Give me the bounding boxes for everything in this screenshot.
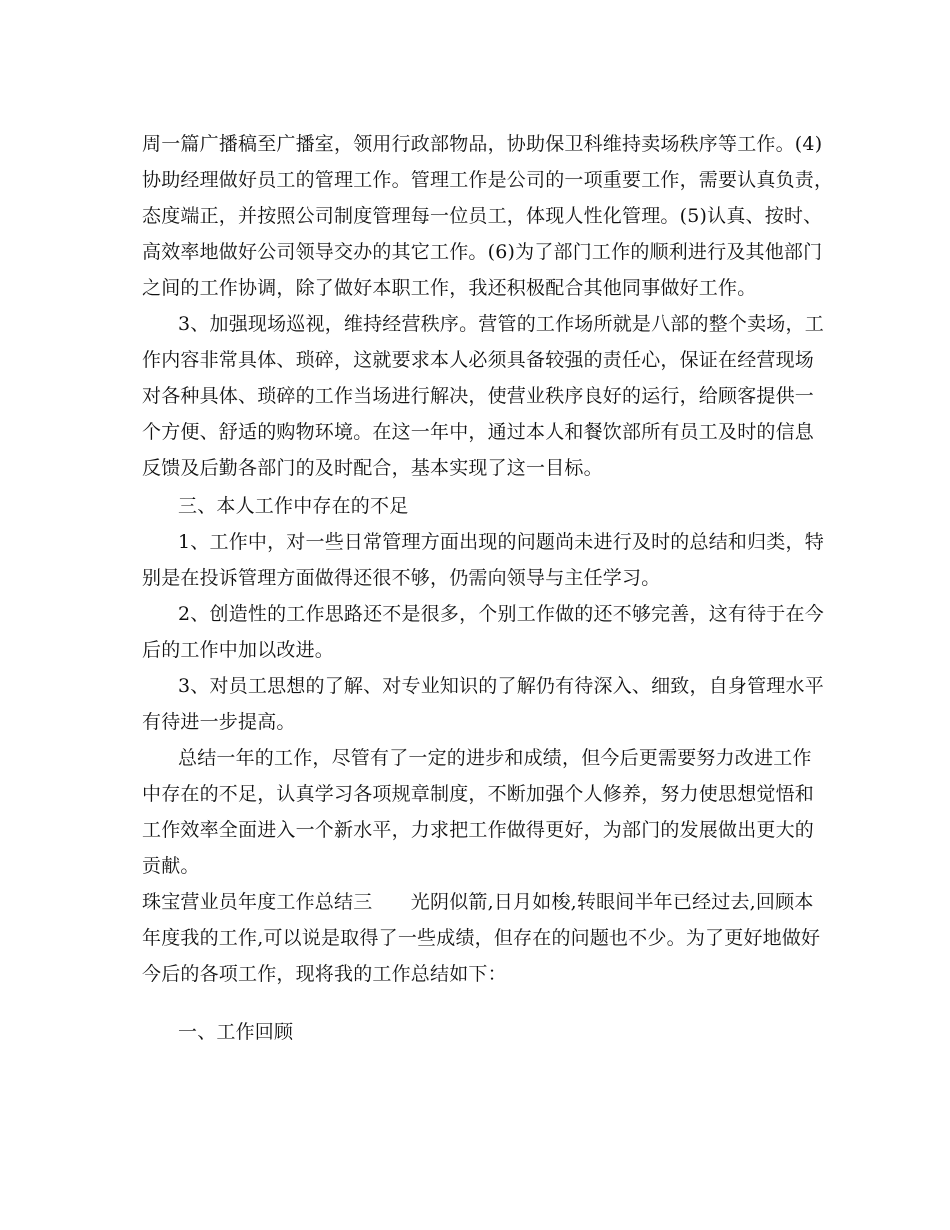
paragraph-start-line: 3、对员工思想的了解、对专业知识的了解仍有待深入、细致，自身管理水平 xyxy=(178,675,824,697)
section-heading: 一、工作回顾 xyxy=(178,1021,294,1043)
text-line: 高效率地做好公司领导交办的其它工作。(6)为了部门工作的顺利进行及其他部门 xyxy=(142,241,823,263)
text-line: 个方便、舒适的购物环境。在这一年中，通过本人和餐饮部所有员工及时的信息 xyxy=(142,421,815,443)
text-line: 有待进一步提高。 xyxy=(142,711,296,733)
paragraph-start-line: 1、工作中，对一些日常管理方面出现的问题尚未进行及时的总结和归类，特 xyxy=(178,531,824,553)
paragraph-start-line: 总结一年的工作，尽管有了一定的进步和成绩，但今后更需要努力改进工作 xyxy=(178,747,812,769)
text-line: 周一篇广播稿至广播室，领用行政部物品，协助保卫科维持卖场秩序等工作。(4) xyxy=(142,133,823,155)
text-line: 贡献。 xyxy=(142,855,200,877)
text-line: 态度端正，并按照公司制度管理每一位员工，体现人性化管理。(5)认真、按时、 xyxy=(142,205,823,227)
text-line: 年度我的工作,可以说是取得了一些成绩，但存在的问题也不少。为了更好地做好 xyxy=(142,927,821,949)
text-line: 之间的工作协调，除了做好本职工作，我还积极配合其他同事做好工作。 xyxy=(142,277,757,299)
text-line: 对各种具体、琐碎的工作当场进行解决，使营业秩序良好的运行，给顾客提供一 xyxy=(142,385,815,407)
paragraph-start-line: 2、创造性的工作思路还不是很多，个别工作做的还不够完善，这有待于在今 xyxy=(178,603,824,625)
text-line: 反馈及后勤各部门的及时配合，基本实现了这一目标。 xyxy=(142,457,603,479)
document-title-line: 珠宝营业员年度工作总结三 光阴似箭,日月如梭,转眼间半年已经过去,回顾本 xyxy=(142,891,814,913)
text-line: 今后的各项工作，现将我的工作总结如下： xyxy=(142,963,507,985)
section-heading: 三、本人工作中存在的不足 xyxy=(178,495,409,517)
paragraph-start-line: 3、加强现场巡视，维持经营秩序。营管的工作场所就是八部的整个卖场，工 xyxy=(178,313,824,335)
text-line: 协助经理做好员工的管理工作。管理工作是公司的一项重要工作，需要认真负责， xyxy=(142,169,834,191)
text-line: 作内容非常具体、琐碎，这就要求本人必须具备较强的责任心，保证在经营现场 xyxy=(142,349,815,371)
text-line: 后的工作中加以改进。 xyxy=(142,639,335,661)
text-line: 别是在投诉管理方面做得还很不够，仍需向领导与主任学习。 xyxy=(142,567,661,589)
text-line: 工作效率全面进入一个新水平，力求把工作做得更好，为部门的发展做出更大的 xyxy=(142,819,815,841)
text-line: 中存在的不足，认真学习各项规章制度，不断加强个人修养，努力使思想觉悟和 xyxy=(142,783,815,805)
